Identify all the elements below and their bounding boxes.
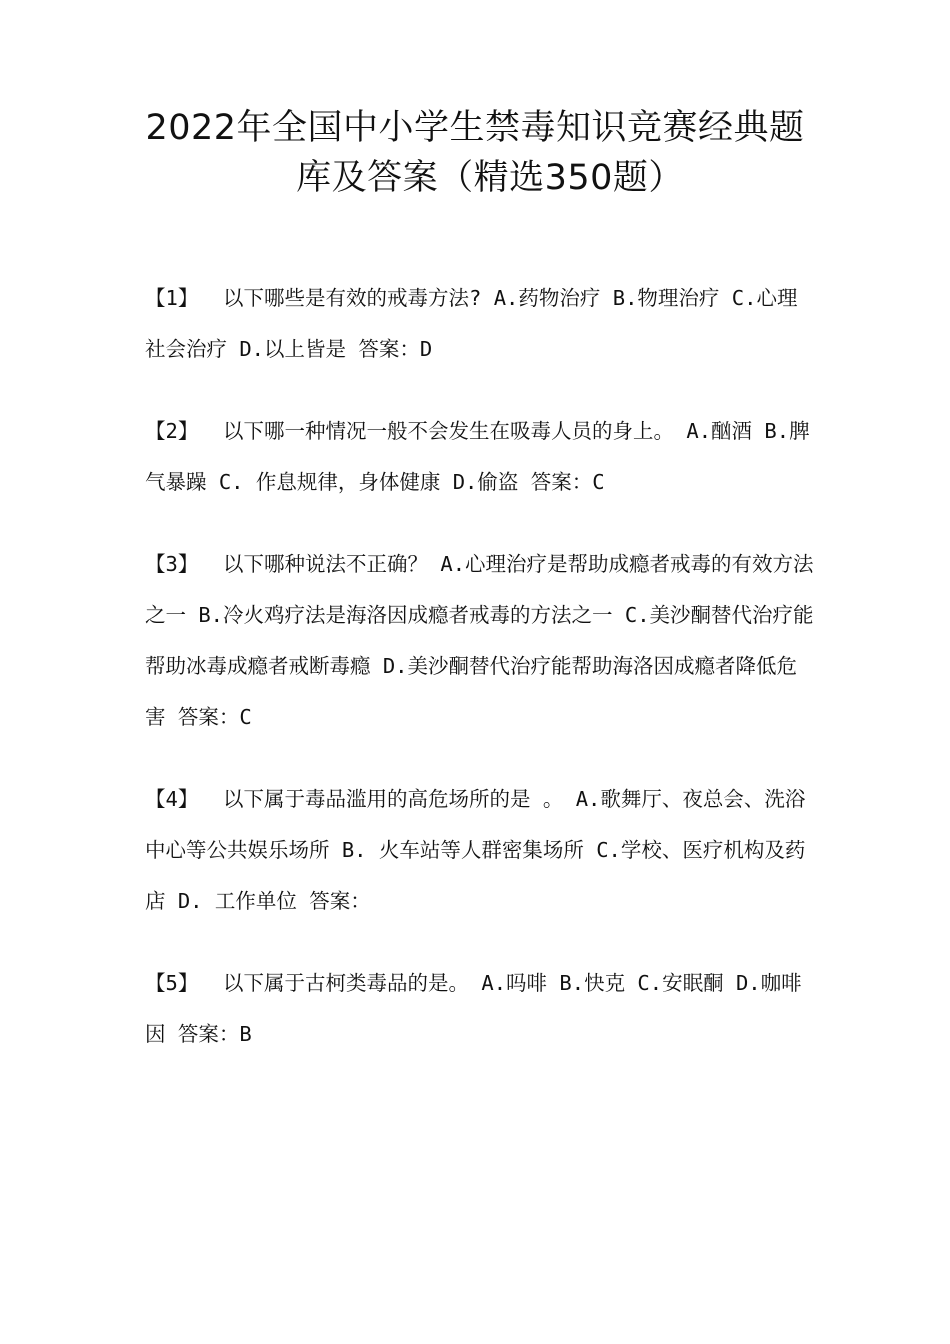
question-text: 以下属于毒品滥用的高危场所的是 。 A.歌舞厅、夜总会、洗浴中心等公共娱乐场所 B. 火车站等人群密集场所 C.学校、医疗机构及药店 D. 工作单位 答案：: [145, 787, 806, 913]
title-line-2: 库及答案（精选350题）: [296, 158, 684, 198]
question-number: 【5】: [145, 971, 199, 995]
question-item-3: [145, 539, 815, 743]
question-item-5: [145, 958, 815, 1060]
question-text: 以下哪种说法不正确？ A.心理治疗是帮助成瘾者戒毒的有效方法之一 B.冷火鸡疗法是海洛因成瘾者戒毒的方法之一 C.美沙酮替代治疗能帮助冰毒成瘾者戒断毒瘾 D.美沙酮替代治疗能帮助海洛因成瘾者降低危害 答案：C: [145, 552, 814, 729]
question-list: [145, 273, 815, 1091]
question-number: 【2】: [145, 419, 199, 443]
question-number: 【4】: [145, 787, 199, 811]
document-title: [0, 103, 950, 203]
question-item-2: [145, 406, 815, 508]
question-text: 以下属于古柯类毒品的是。 A.吗啡 B.快克 C.安眠酮 D.咖啡因 答案：B: [145, 971, 802, 1046]
question-item-4: [145, 774, 815, 927]
question-text: 以下哪一种情况一般不会发生在吸毒人员的身上。 A.酗酒 B.脾气暴躁 C. 作息规律，身体健康 D.偷盗 答案：C: [145, 419, 810, 494]
question-number: 【1】: [145, 286, 199, 310]
title-line-1: 2022年全国中小学生禁毒知识竞赛经典题: [145, 108, 805, 148]
question-text: 以下哪些是有效的戒毒方法? A.药物治疗 B.物理治疗 C.心理社会治疗 D.以上皆是 答案：D: [145, 286, 798, 361]
question-number: 【3】: [145, 552, 199, 576]
question-item-1: [145, 273, 815, 375]
